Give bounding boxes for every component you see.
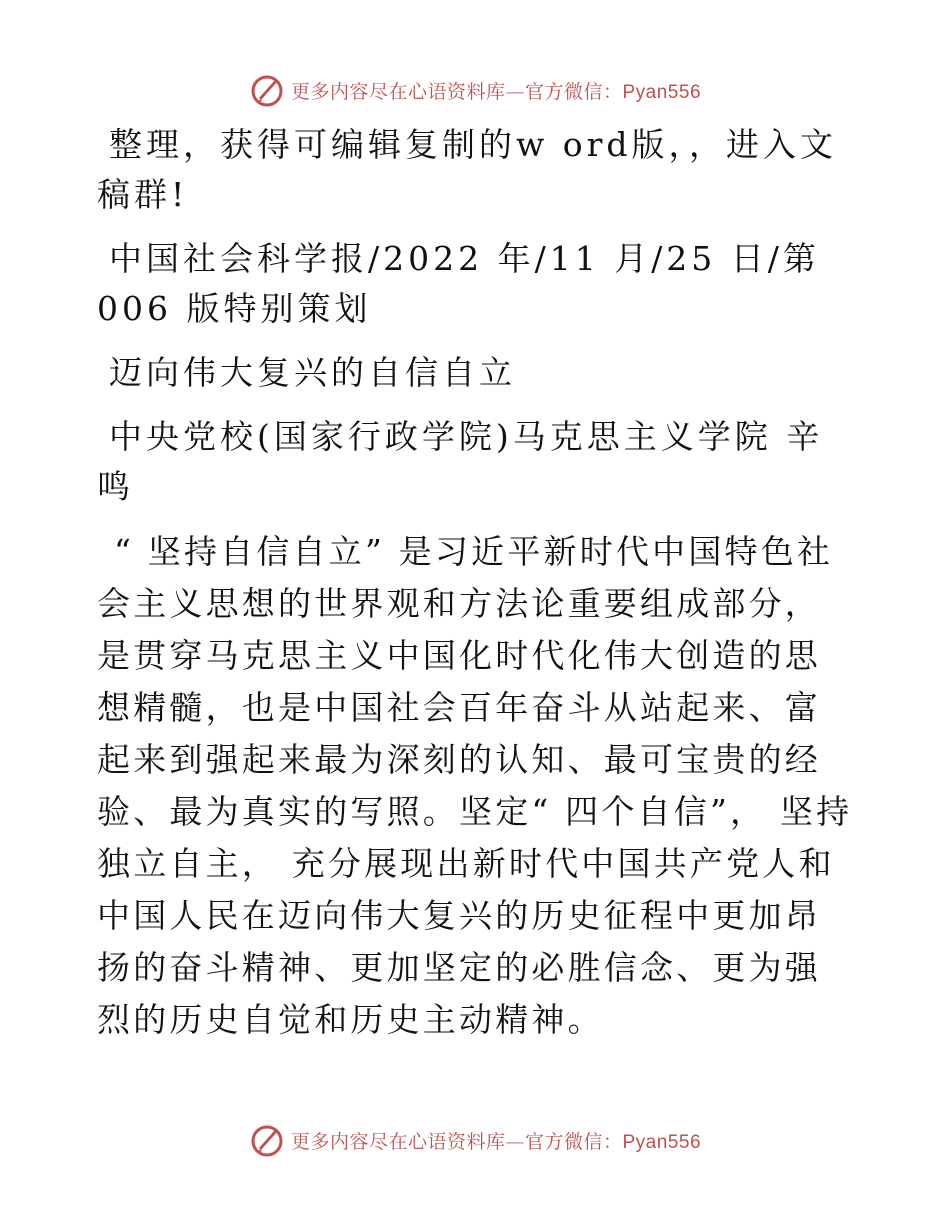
banner-wechat-label: 官方微信： — [524, 80, 623, 103]
banner-separator: — — [505, 80, 525, 103]
banner-site-name: 更多内容尽在心语资料库 — [290, 80, 506, 103]
quill-logo-icon — [249, 1122, 285, 1158]
article-title: 迈向伟大复兴的自信自立 — [109, 353, 516, 392]
banner-wechat-id: Pyan556 — [622, 1131, 702, 1153]
document-body — [97, 120, 857, 1060]
header-banner — [0, 70, 950, 110]
banner-text — [291, 1127, 701, 1154]
banner-site-name: 更多内容尽在心语资料库 — [290, 1130, 506, 1153]
author-line: 中央党校(国家行政学院)马克思主义学院 辛鸣 — [97, 417, 824, 506]
quill-logo-icon — [249, 72, 285, 108]
banner-separator: — — [505, 1130, 525, 1153]
banner-wechat-label: 官方微信： — [524, 1130, 623, 1153]
body-paragraph: “ 坚持自信自立” 是习近平新时代中国特色社会主义思想的世界观和方法论重要组成部分，是贯穿马克思主义中国化时代化伟大创造的思想精髓，也是中国社会百年奋斗从站起来、富起来到强起来最为深刻的认知、最可宝贵的经验、最为真实的写照。坚定“ 四个自信”， 坚持独立自主， 充分展现出新时代中国共产党人和中国人民在迈向伟大复兴的历史征程中更加昂扬的奋斗精神、更加坚定的必胜信念、更为强烈的历史自觉和历史主动精神。 — [97, 532, 853, 1039]
banner-wechat-id: Pyan556 — [622, 81, 702, 103]
source-citation: 中国社会科学报/2022 年/11 月/25 日/第 006 版特别策划 — [97, 239, 820, 328]
intro-note: 整理，获得可编辑复制的w ord版，，进入文稿群! — [97, 125, 838, 214]
banner-text — [291, 77, 701, 104]
footer-banner — [0, 1120, 950, 1160]
